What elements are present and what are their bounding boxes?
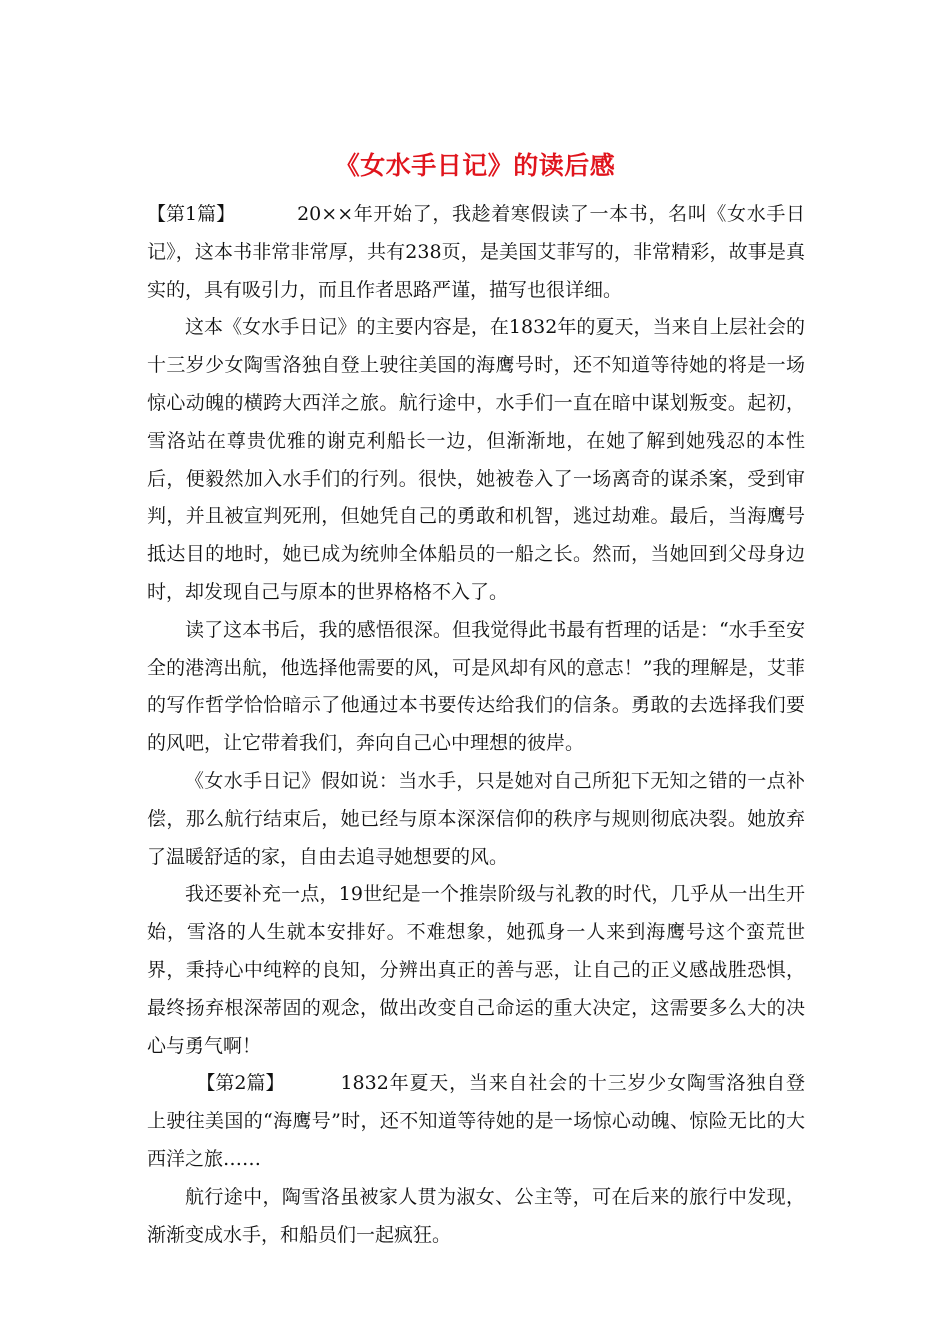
- paragraph: [147, 196, 805, 309]
- paragraph-text: 20××年开始了，我趁着寒假读了一本书，名叫《女水手日记》，这本书非常非常厚，共有238页，是美国艾菲写的，非常精彩，故事是真实的，具有吸引力，而且作者思路严谨，描写也很详细。: [147, 203, 805, 301]
- paragraph: [147, 1065, 805, 1178]
- paragraph: 我还要补充一点，19世纪是一个推崇阶级与礼教的时代，几乎从一出生开始，雪洛的人生就本安排好。不难想象，她孤身一人来到海鹰号这个蛮荒世界，秉持心中纯粹的良知，分辨出真正的善与恶，让自己的正义感战胜恐惧，最终扬弃根深蒂固的观念，做出改变自己命运的重大决定，这需要多么大的决心与勇气啊！: [147, 883, 805, 1057]
- paragraph: 读了这本书后，我的感悟很深。但我觉得此书最有哲理的话是：“水手至安全的港湾出航，他选择他需要的风，可是风却有风的意志！”我的理解是，艾菲的写作哲学恰恰暗示了他通过本书要传达给我们的信条。勇敢的去选择我们要的风吧，让它带着我们，奔向自己心中理想的彼岸。: [147, 618, 805, 755]
- section-tag-2: 【第2篇】: [196, 1072, 285, 1095]
- paragraph: 航行途中，陶雪洛虽被家人贯为淑女、公主等，可在后来的旅行中发现，渐渐变成水手，和船员们一起疯狂。: [147, 1185, 805, 1246]
- document-body: [147, 196, 805, 1254]
- paragraph-text: 1832年夏天，当来自社会的十三岁少女陶雪洛独自登上驶往美国的“海鹰号”时，还不知道等待她的是一场惊心动魄、惊险无比的大西洋之旅……: [147, 1072, 805, 1170]
- section-tag-1: 【第1篇】: [147, 203, 236, 225]
- paragraph: 《女水手日记》假如说：当水手，只是她对自己所犯下无知之错的一点补偿，那么航行结束后，她已经与原本深深信仰的秩序与规则彻底决裂。她放弃了温暖舒适的家，自由去追寻她想要的风。: [147, 769, 805, 868]
- paragraph: 这本《女水手日记》的主要内容是，在1832年的夏天，当来自上层社会的十三岁少女陶雪洛独自登上驶往美国的海鹰号时，还不知道等待她的将是一场惊心动魄的横跨大西洋之旅。航行途中，水手们一直在暗中谋划叛变。起初，雪洛站在尊贵优雅的谢克利船长一边，但渐渐地，在她了解到她残忍的本性后，便毅然加入水手们的行列。很快，她被卷入了一场离奇的谋杀案，受到审判，并且被宣判死刑，但她凭自己的勇敢和机智，逃过劫难。最后，当海鹰号抵达目的地时，她已成为统帅全体船员的一船之长。然而，当她回到父母身边时，却发现自己与原本的世界格格不入了。: [147, 316, 805, 603]
- document-title: 《女水手日记》的读后感: [334, 151, 616, 180]
